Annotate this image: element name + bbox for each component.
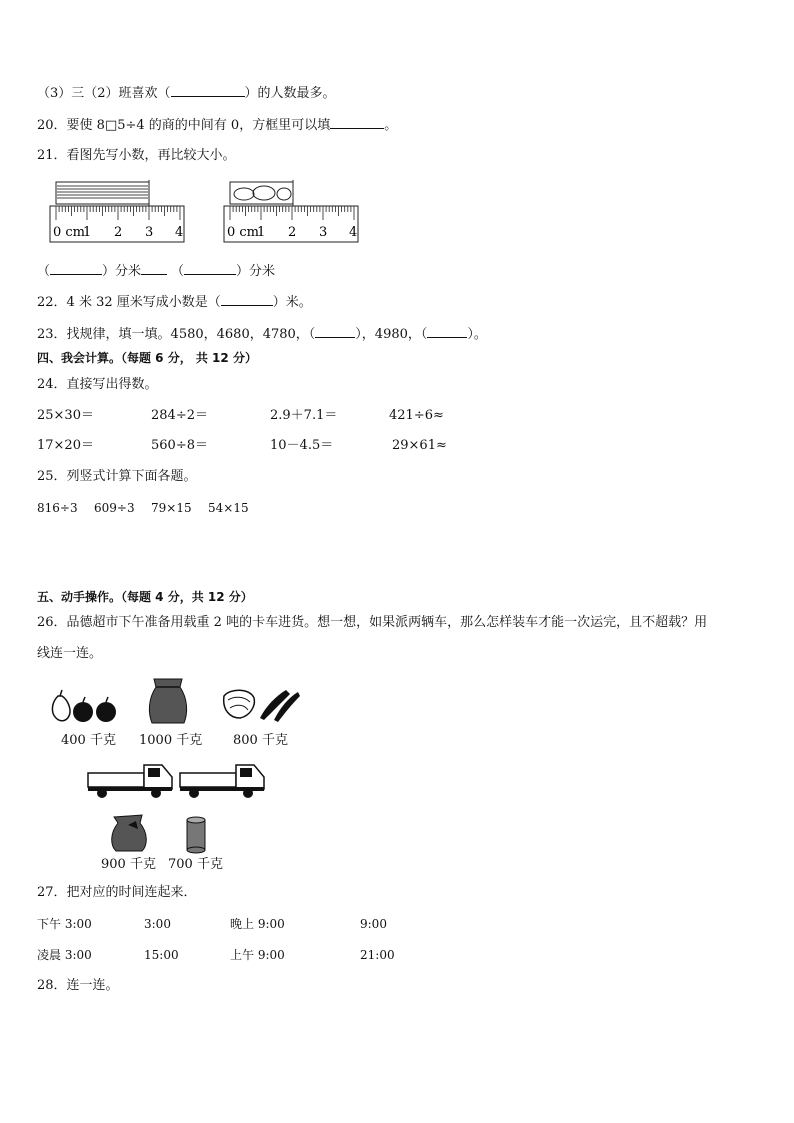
q20-line: 20．要使 8□5÷4 的商的中间有 0，方框里可以填 。 xyxy=(37,118,398,133)
ruler-tick-label: 1 xyxy=(83,225,92,240)
ruler-figure-2 xyxy=(222,180,362,244)
q24-item: 560÷8＝ xyxy=(151,438,208,453)
grain-sack-icon xyxy=(146,675,190,725)
q21-answer-line: （ ）分米 （ ）分米 xyxy=(37,264,276,279)
time-item[interactable]: 15:00 xyxy=(144,948,179,962)
q24-item: 284÷2＝ xyxy=(151,408,208,423)
time-item[interactable]: 晚上 9:00 xyxy=(230,917,285,931)
time-item[interactable]: 21:00 xyxy=(360,948,395,962)
ruler-tick-label: 1 xyxy=(257,225,266,240)
rice-bag-icon xyxy=(108,811,150,853)
goods-weight-label: 1000 千克 xyxy=(139,733,203,748)
q28-title: 28．连一连。 xyxy=(37,978,119,993)
answer-blank[interactable] xyxy=(330,116,384,129)
goods-weight-label: 400 千克 xyxy=(61,733,116,748)
q21-title: 21．看图先写小数，再比较大小。 xyxy=(37,148,236,163)
goods-weight-label: 900 千克 xyxy=(101,857,156,872)
fruit-icon xyxy=(48,688,120,724)
time-item[interactable]: 3:00 xyxy=(144,917,171,931)
q24-item: 10－4.5＝ xyxy=(270,438,334,453)
answer-blank[interactable] xyxy=(171,84,245,97)
ruler-tick-label: 2 xyxy=(288,225,297,240)
truck-icon[interactable] xyxy=(178,755,270,799)
cylinder-container-icon xyxy=(184,815,208,853)
time-item[interactable]: 凌晨 3:00 xyxy=(37,948,92,962)
q23-line: 23．找规律，填一填。4580，4680，4780，（ ），4980，（ ）。 xyxy=(37,327,487,342)
time-item[interactable]: 下午 3:00 xyxy=(37,917,92,931)
time-item[interactable]: 9:00 xyxy=(360,917,387,931)
truck-icon[interactable] xyxy=(86,755,178,799)
q25-item: 54×15 xyxy=(208,501,249,515)
answer-blank[interactable] xyxy=(184,262,236,275)
answer-blank[interactable] xyxy=(315,325,355,338)
q25-item: 609÷3 xyxy=(94,501,135,515)
q27-title: 27．把对应的时间连起来． xyxy=(37,885,197,900)
q25-item: 816÷3 xyxy=(37,501,78,515)
q24-title: 24．直接写出得数。 xyxy=(37,377,158,392)
answer-blank[interactable] xyxy=(427,325,467,338)
q24-item: 29×61≈ xyxy=(392,438,447,453)
answer-blank[interactable] xyxy=(50,262,102,275)
q24-item: 421÷6≈ xyxy=(389,408,444,423)
ruler-tick-label: 0 cm xyxy=(227,225,260,240)
q24-item: 17×20＝ xyxy=(37,438,94,453)
goods-weight-label: 700 千克 xyxy=(168,857,223,872)
section-4-title: 四、我会计算。（每题 6 分， 共 12 分） xyxy=(37,351,257,365)
ruler-tick-label: 3 xyxy=(145,225,154,240)
q24-item: 2.9＋7.1＝ xyxy=(270,408,338,423)
q26-line1: 26．品德超市下午准备用载重 2 吨的卡车进货。想一想，如果派两辆车，那么怎样装车才能一次运完，且不超载？用 xyxy=(37,615,708,630)
ruler-tick-label: 3 xyxy=(319,225,328,240)
q19-3-line: （3）三（2）班喜欢（ ）的人数最多。 xyxy=(37,86,336,101)
q22-line: 22．4 米 32 厘米写成小数是（ ）米。 xyxy=(37,295,312,310)
time-item[interactable]: 上午 9:00 xyxy=(230,948,285,962)
ruler-tick-label: 0 cm xyxy=(53,225,86,240)
goods-weight-label: 800 千克 xyxy=(233,733,288,748)
ruler-tick-label: 4 xyxy=(349,225,358,240)
ruler-tick-label: 4 xyxy=(175,225,184,240)
ruler-tick-label: 2 xyxy=(114,225,123,240)
answer-blank[interactable] xyxy=(221,293,273,306)
compare-blank[interactable] xyxy=(141,262,167,275)
vegetables-icon xyxy=(220,686,302,722)
section-5-title: 五、动手操作。（每题 4 分，共 12 分） xyxy=(37,590,253,604)
q25-item: 79×15 xyxy=(151,501,192,515)
ruler-figure-1 xyxy=(48,180,188,244)
q25-title: 25．列竖式计算下面各题。 xyxy=(37,469,197,484)
q26-line2: 线连一连。 xyxy=(37,646,103,661)
q24-item: 25×30＝ xyxy=(37,408,94,423)
